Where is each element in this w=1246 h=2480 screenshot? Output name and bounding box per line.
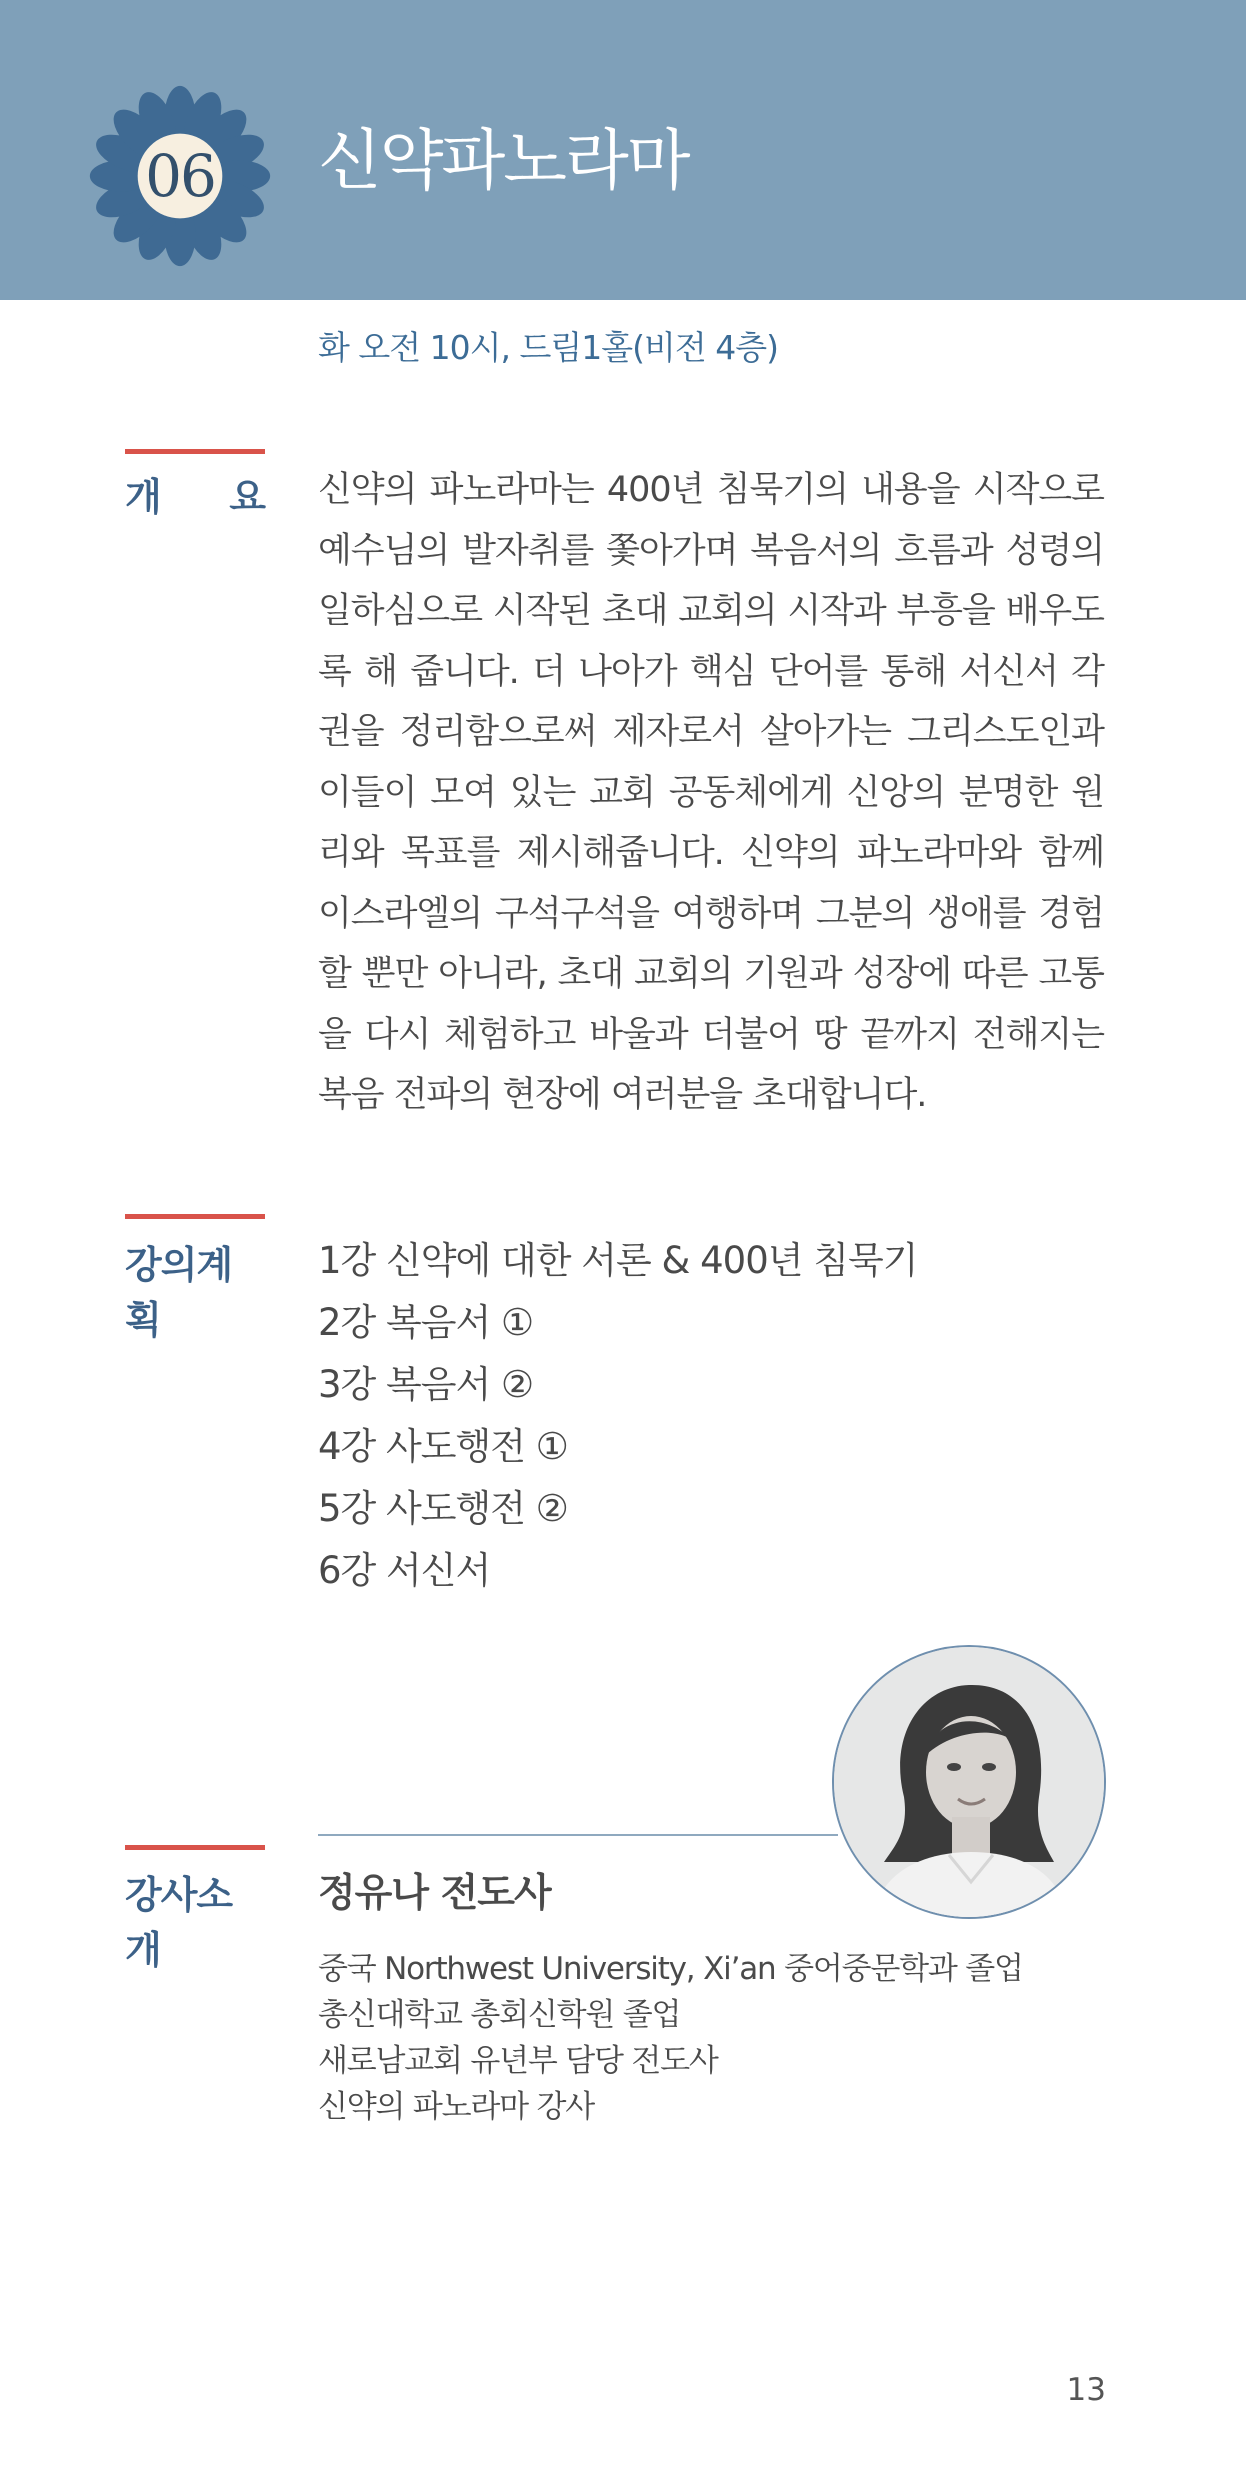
course-number: 06	[145, 142, 215, 210]
overview-label-char-2: 요	[229, 475, 265, 519]
career-item: 새로남교회 유년부 담당 전도사	[318, 2043, 718, 2079]
lesson-item: 2강 복음서 ①	[318, 1301, 534, 1344]
instructor-name: 정유나 전도사	[318, 1871, 551, 1916]
lesson-item: 4강 사도행전 ①	[318, 1425, 568, 1468]
page-number: 13	[1066, 2372, 1106, 2408]
lesson-plan-accent-bar	[125, 1214, 265, 1219]
instructor-accent-bar	[125, 1845, 265, 1850]
lesson-item: 1강 신약에 대한 서론 & 400년 침묵기	[318, 1239, 918, 1282]
overview-text: 신약의 파노라마는 400년 침묵기의 내용을 시작으로 예수님의 발자취를 쫓아가며 복음서의 흐름과 성령의 일하심으로 시작된 초대 교회의 시작과 부흥을 배우도록 해 줍니다. 더 나아가 핵심 단어를 통해 서신서 각 권을 정리함으로써 제자로서 살아가는 그리스도인과 이들이 모여 있는 교회 공동체에게 신앙의 분명한 원리와 목표를 제시해줍니다. 신약의 파노라마와 함께 이스라엘의 구석구석을 여행하며 그분의 생애를 경험할 뿐만 아니라, 초대 교회의 기원과 성장에 따른 고통을 다시 체험하고 바울과 더불어 땅 끝까지 전해지는 복음 전파의 현장에 여러분을 초대합니다.	[318, 470, 1104, 1115]
overview-label-char-1: 개	[125, 475, 161, 519]
header-banner	[0, 0, 1246, 300]
lesson-item: 3강 복음서 ②	[318, 1363, 534, 1406]
lesson-list	[318, 1230, 918, 1602]
instructor-photo	[832, 1645, 1106, 1919]
overview-label	[125, 466, 265, 521]
page-title: 신약파노라마	[318, 122, 689, 199]
lesson-item: 5강 사도행전 ②	[318, 1487, 568, 1530]
career-item: 신약의 파노라마 강사	[318, 2089, 595, 2125]
portrait-icon	[834, 1647, 1104, 1917]
course-schedule: 화 오전 10시, 드림1홀(비전 4층)	[318, 328, 778, 367]
career-item: 총신대학교 총회신학원 졸업	[318, 1997, 681, 2033]
lesson-plan-label: 강의계획	[125, 1243, 233, 1342]
lesson-item: 6강 서신서	[318, 1549, 491, 1592]
instructor-divider	[318, 1834, 838, 1836]
instructor-label: 강사소개	[125, 1873, 233, 1972]
career-item: 중국 Northwest University, Xi’an 중어중문학과 졸업	[318, 1951, 1023, 1987]
instructor-career-list	[318, 1946, 1023, 2130]
overview-accent-bar	[125, 449, 265, 454]
